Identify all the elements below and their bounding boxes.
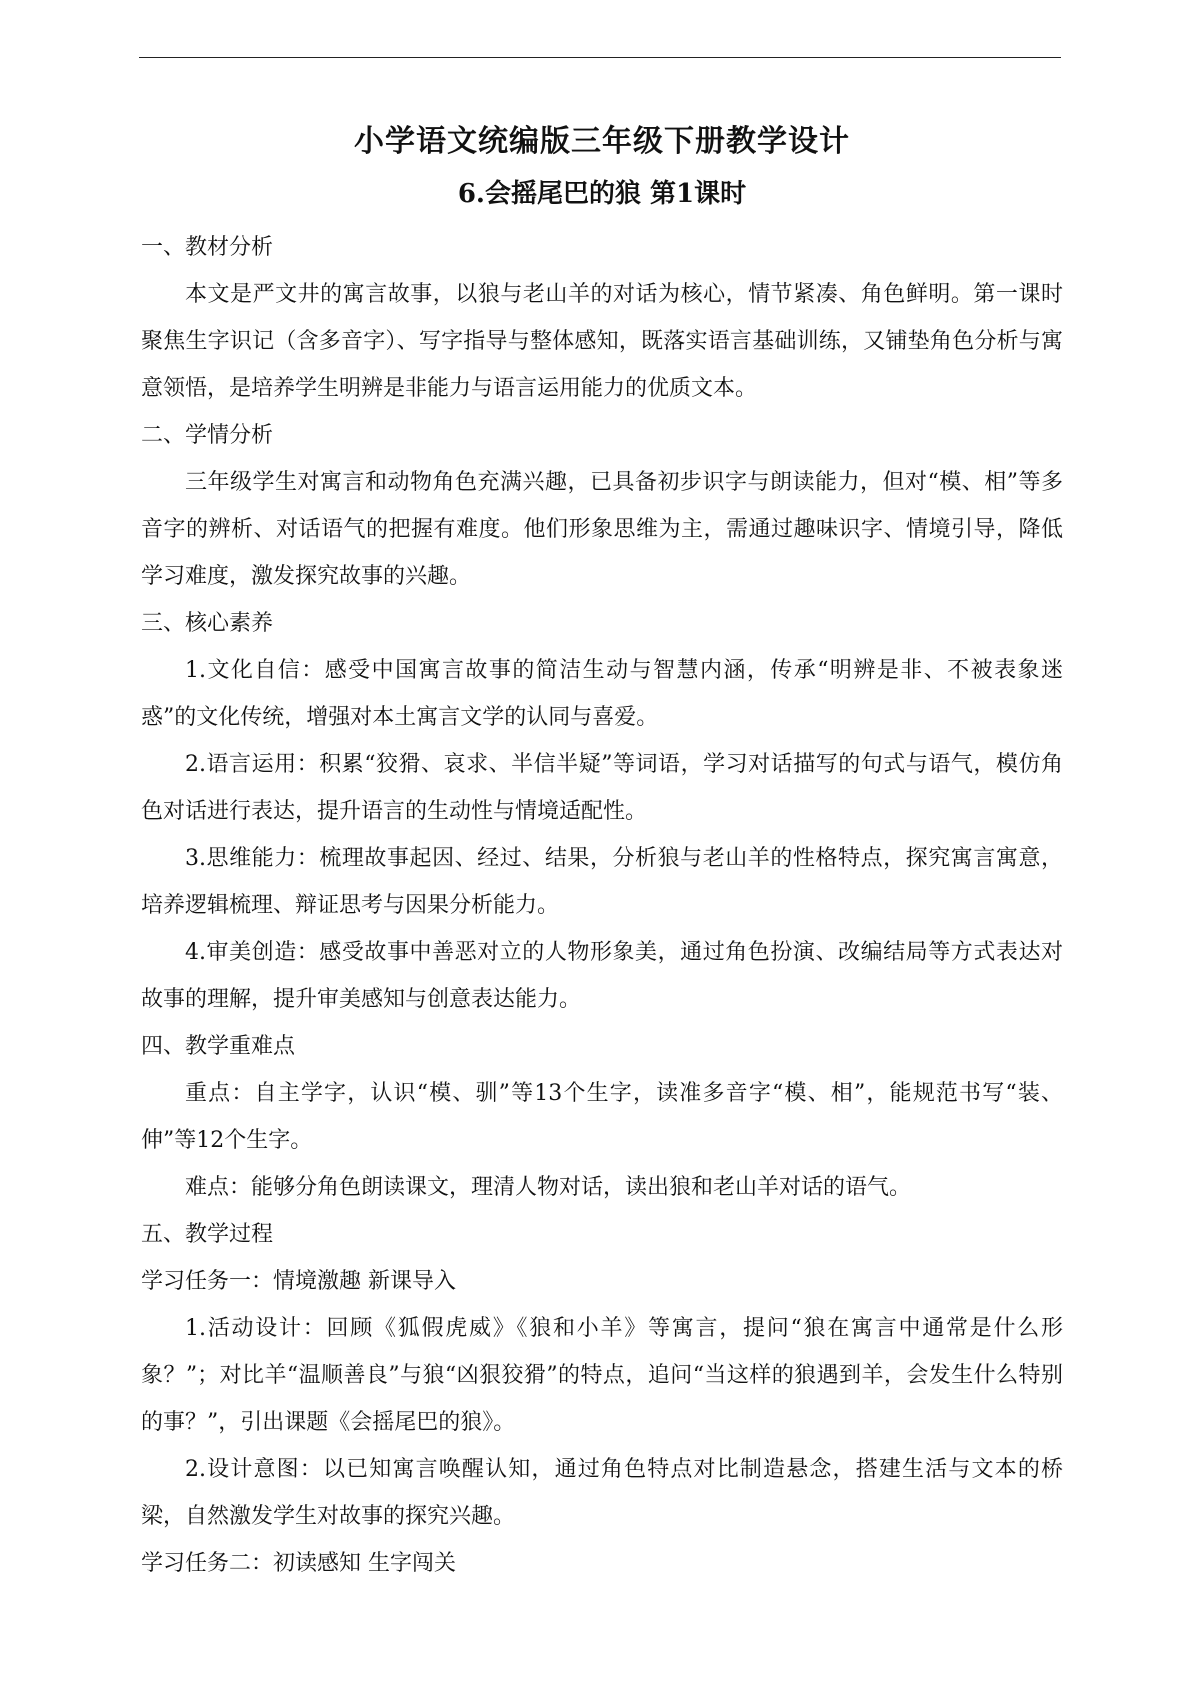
lesson-subtitle: 6.会摇尾巴的狼 第1课时 <box>457 179 747 209</box>
paragraph: 1.文化自信：感受中国寓言故事的简洁生动与智慧内涵，传承“明辨是非、不被表象迷惑”的文化传统，增强对本土寓言文学的认同与喜爱。 <box>141 658 1063 730</box>
section-heading: 二、学情分析 <box>141 423 274 448</box>
paragraph: 4.审美创造：感受故事中善恶对立的人物形象美，通过角色扮演、改编结局等方式表达对故事的理解，提升审美感知与创意表达能力。 <box>141 940 1063 1012</box>
section-heading: 五、教学过程 <box>141 1222 274 1247</box>
learning-task-heading: 学习任务二：初读感知 生字闯关 <box>141 1551 456 1576</box>
paragraph: 3.思维能力：梳理故事起因、经过、结果，分析狼与老山羊的性格特点，探究寓言寓意，培养逻辑梳理、辩证思考与因果分析能力。 <box>141 846 1063 918</box>
learning-task-heading: 学习任务一：情境激趣 新课导入 <box>141 1269 456 1294</box>
paragraph: 重点：自主学字，认识“模、驯”等13个生字，读准多音字“模、相”，能规范书写“装、伸”等12个生字。 <box>141 1081 1063 1153</box>
document-content <box>141 120 1063 1587</box>
section-heading: 四、教学重难点 <box>141 1034 296 1059</box>
document-title: 小学语文统编版三年级下册教学设计 <box>354 124 850 159</box>
document-body <box>141 224 1063 1587</box>
paragraph: 难点：能够分角色朗读课文，理清人物对话，读出狼和老山羊对话的语气。 <box>185 1175 912 1200</box>
section-heading: 一、教材分析 <box>141 235 274 260</box>
paragraph: 三年级学生对寓言和动物角色充满兴趣，已具备初步识字与朗读能力，但对“模、相”等多音字的辨析、对话语气的把握有难度。他们形象思维为主，需通过趣味识字、情境引导，降低学习难度，激发探究故事的兴趣。 <box>141 470 1063 589</box>
paragraph: 2.语言运用：积累“狡猾、哀求、半信半疑”等词语，学习对话描写的句式与语气，模仿角色对话进行表达，提升语言的生动性与情境适配性。 <box>141 752 1063 824</box>
header-rule <box>139 57 1061 58</box>
paragraph: 1.活动设计：回顾《狐假虎威》《狼和小羊》等寓言，提问“狼在寓言中通常是什么形象？”；对比羊“温顺善良”与狼“凶狠狡猾”的特点，追问“当这样的狼遇到羊，会发生什么特别的事？”，引出课题《会摇尾巴的狼》。 <box>141 1316 1063 1435</box>
paragraph: 本文是严文井的寓言故事，以狼与老山羊的对话为核心，情节紧凑、角色鲜明。第一课时聚焦生字识记（含多音字）、写字指导与整体感知，既落实语言基础训练，又铺垫角色分析与寓意领悟，是培养学生明辨是非能力与语言运用能力的优质文本。 <box>141 282 1063 401</box>
section-heading: 三、核心素养 <box>141 611 274 636</box>
paragraph: 2.设计意图：以已知寓言唤醒认知，通过角色特点对比制造悬念，搭建生活与文本的桥梁，自然激发学生对故事的探究兴趣。 <box>141 1457 1063 1529</box>
